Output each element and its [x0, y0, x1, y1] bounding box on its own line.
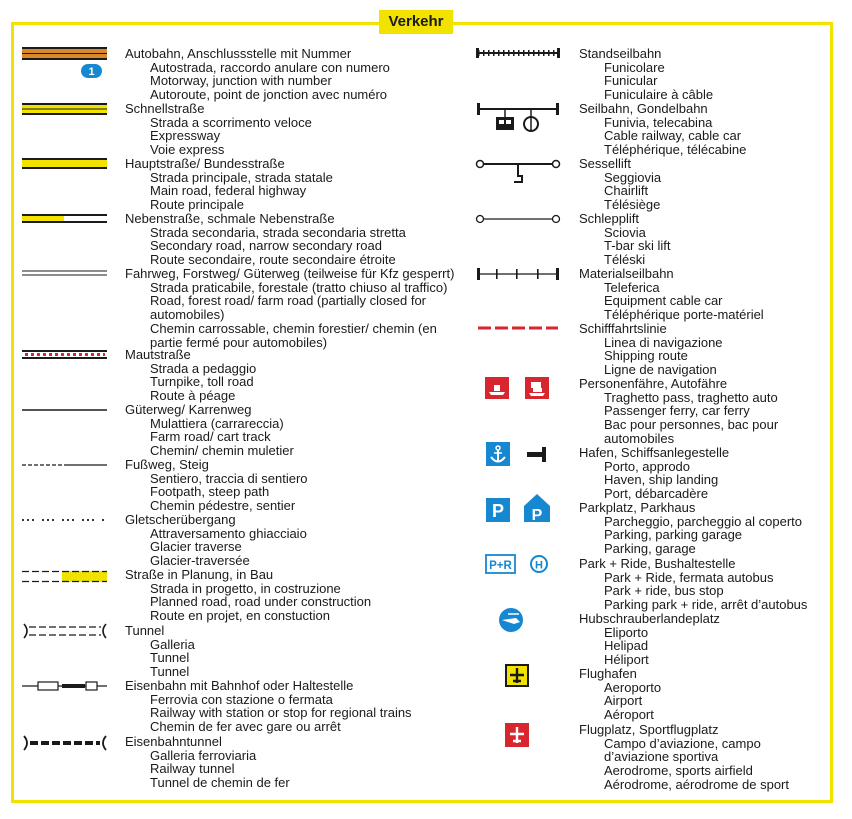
svg-text:1: 1	[88, 66, 95, 78]
legend-entry-materialseilbahn: Materialseilbahn Teleferica Equipment cable car Téléphérique porte-matériel	[579, 266, 764, 323]
legend-entry-faehre: Personenfähre, Autofähre Traghetto pass, traghetto auto Passenger ferry, car ferry Bac pour personnes, bac pour automobiles	[579, 376, 779, 446]
legend-entry-gletscheruebergang: Gletscherübergang Attraversamento ghiacciaio Glacier traverse Glacier-traversée	[125, 512, 307, 569]
autobahn-symbol	[22, 47, 107, 60]
legend-entry-mautstrasse: Mautstraße Strada a pedaggio Turnpike, toll road Route à péage	[125, 347, 257, 404]
hauptstrasse-symbol	[22, 158, 107, 169]
legend-entry-fahrweg: Fahrweg, Forstweg/ Güterweg (teilweise für Kfz gesperrt) Strada praticabile, forestale (tratto chiuso al traffico) Road, forest road/ farm road (partially closed for automobiles) Chemin carrossable, chemin forestier/ chemin (en partie fermé pour automobiles)	[125, 266, 455, 350]
legend-entry-strasse-in-planung: Straße in Planung, in Bau Strada in progetto, in costruzione Planned road, road under construction Route en projet, en constuction	[125, 567, 372, 624]
legend-entry-gueterweg: Güterweg/ Karrenweg Mulattiera (carrareccia) Farm road/ cart track Chemin/ chemin muletier	[125, 402, 294, 459]
parking-garage-icon	[524, 494, 550, 524]
legend-entry-tunnel: Tunnel Galleria Tunnel Tunnel	[125, 623, 195, 680]
svg-text:P+R: P+R	[489, 560, 512, 572]
passenger-ferry-icon	[485, 377, 509, 399]
legend-entry-park-and-ride: Park + Ride, Bushaltestelle Park + Ride, fermata autobus Park + ride, bus stop Parking park + ride, arrêt d’autobus	[579, 556, 808, 613]
legend-entry-eisenbahn: Eisenbahn mit Bahnhof oder Haltestelle Ferrovia con stazione o fermata Railway with station or stop for regional trains Chemin de fer avec gare ou arrêt	[125, 678, 412, 735]
mautstrasse-symbol	[22, 350, 107, 359]
seilbahn-symbol	[477, 103, 559, 131]
svg-text:P: P	[491, 501, 505, 521]
legend-entry-eisenbahntunnel: Eisenbahntunnel Galleria ferroviaria Railway tunnel Tunnel de chemin de fer	[125, 734, 290, 791]
anchor-icon	[486, 442, 510, 466]
fahrweg-symbol	[22, 271, 107, 275]
legend-entry-fussweg: Fußweg, Steig Sentiero, traccia di sentiero Footpath, steep path Chemin pédestre, sentier	[125, 457, 308, 514]
legend-entry-autobahn: Autobahn, Anschlussstelle mit Nummer Autostrada, raccordo anulare con numero Motorway, junction with number Autoroute, point de jonction avec numéro	[125, 46, 390, 103]
eisenbahntunnel-symbol	[24, 736, 106, 750]
legend-entry-nebenstrasse: Nebenstraße, schmale Nebenstraße Strada secondaria, strada secondaria stretta Secondary road, narrow secondary road Route secondaire, route secondaire étroite	[125, 211, 406, 268]
airport-icon	[505, 664, 529, 687]
legend-entry-schnellstrasse: Schnellstraße Strada a scorrimento veloce Expressway Voie express	[125, 101, 312, 158]
junction-number-badge	[81, 64, 102, 78]
legend-entry-seilbahn: Seilbahn, Gondelbahn Funivia, telecabina Cable railway, cable car Téléphérique, télécabine	[579, 101, 747, 158]
legend-title: Verkehr	[379, 10, 453, 34]
legend-entry-hubschrauber: Hubschrauberlandeplatz Eliporto Helipad Héliport	[579, 611, 720, 668]
legend-entry-parkplatz: Parkplatz, Parkhaus Parcheggio, parcheggio al coperto Parking, parking garage Parking, garage	[579, 500, 803, 557]
svg-text:P: P	[531, 507, 543, 524]
materialseilbahn-symbol	[477, 268, 559, 280]
legend-entry-hauptstrasse: Hauptstraße/ Bundesstraße Strada principale, strada statale Main road, federal highway Route principale	[125, 156, 333, 213]
eisenbahn-symbol	[22, 682, 107, 690]
parking-icon	[486, 498, 510, 522]
sessellift-symbol	[477, 161, 560, 183]
svg-text:H: H	[535, 559, 543, 572]
legend-entry-schifffahrtslinie: Schifffahrtslinie Linea di navigazione Shipping route Ligne de navigation	[579, 321, 723, 378]
legend-entry-standseilbahn: Standseilbahn Funicolare Funicular Funiculaire à câble	[579, 46, 714, 103]
legend-entry-flughafen: Flughafen Aeroporto Airport Aéroport	[579, 666, 662, 723]
schlepplift-symbol	[477, 216, 560, 223]
legend-entry-sessellift: Sessellift Seggiovia Chairlift Télésiège	[579, 156, 662, 213]
helipad-icon	[499, 608, 523, 632]
nebenstrasse-symbol	[22, 214, 107, 223]
standseilbahn-symbol	[476, 48, 560, 58]
schnellstrasse-symbol	[22, 103, 107, 115]
bus-stop-icon	[531, 556, 547, 572]
legend-entry-schlepplift: Schlepplift Sciovia T-bar ski lift Téléski	[579, 211, 671, 268]
legend-entry-hafen: Hafen, Schiffsanlegestelle Porto, approdo Haven, ship landing Port, débarcadère	[579, 445, 730, 502]
strasse-in-planung-symbol	[22, 571, 107, 582]
car-ferry-icon	[525, 377, 549, 399]
legend-entry-flugplatz: Flugplatz, Sportflugplatz Campo d’aviazione, campo d’aviazione sportiva Aerodrome, sports airfield Aérodrome, aérodrome de sport	[579, 722, 789, 792]
ship-landing-icon	[527, 447, 546, 462]
tunnel-symbol	[24, 624, 106, 638]
park-and-ride-icon	[486, 555, 515, 573]
sports-airfield-icon	[505, 723, 529, 747]
